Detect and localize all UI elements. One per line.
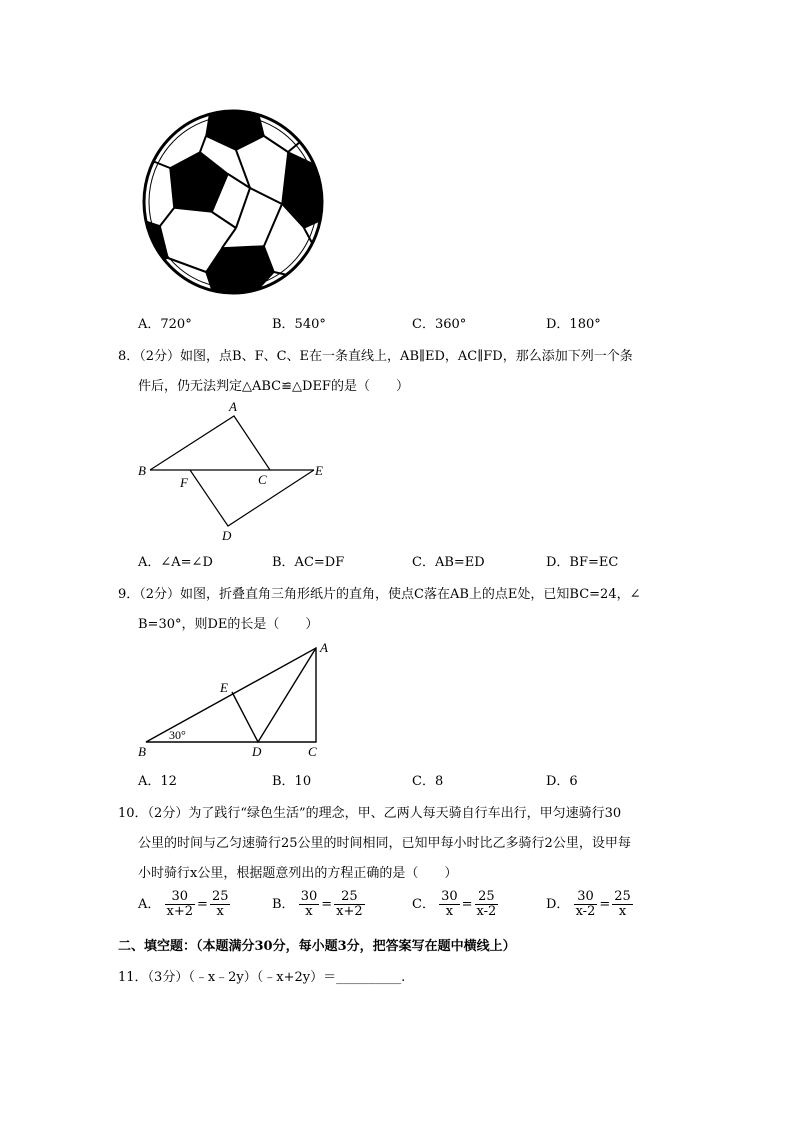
q8-label-a: A [229,399,237,414]
q8-option-c[interactable]: C．AB=ED [412,555,485,570]
q8-option-a[interactable]: A．∠A=∠D [138,555,213,570]
q9-triangle-figure [132,638,342,762]
q8-label-c: C [258,472,267,487]
q10-option-c-frac-left: $\frac{30}{x}$ [441,889,458,919]
q8-question-line2: 件后，仍无法判定△ABC≌△DEF的是（ ） [138,379,409,394]
q8-option-d[interactable]: D．BF=EC [546,555,619,570]
section-title-fill-in: 二、填空题：（本题满分30分，每小题3分，把答案写在题中横线上） [118,939,516,954]
q10-option-c-frac-right: $\frac{25}{x-2}$ [476,889,497,919]
q10-question-line3: 小时骑行x公里，根据题意列出的方程正确的是（ ） [138,866,458,881]
q10-option-b-frac-left: $\frac{30}{x}$ [300,889,318,919]
q10-option-b[interactable]: B． $\frac{30}{x}$ = $\frac{25}{x+2}$ [272,889,363,919]
q10-option-d[interactable]: D． $\frac{30}{x-2}$ = $\frac{25}{x}$ [546,889,631,919]
q9-option-b[interactable]: B．10 [272,774,312,789]
q10-question-line2: 公里的时间与乙匀速骑行25公里的时间相同，已知甲每小时比乙多骑行2公里，设甲每 [138,836,631,851]
q8-option-b[interactable]: B．AC=DF [272,555,345,570]
q10-option-b-letter: B． [272,897,295,912]
q7-option-b[interactable]: B．540° [272,317,326,332]
q8-label-e: E [315,463,323,478]
q7-option-a[interactable]: A．720° [138,317,192,332]
q10-option-b-frac-right: $\frac{25}{x+2}$ [336,889,363,919]
q10-option-d-letter: D． [546,897,570,912]
q8-question-line1: 8．（2分）如图，点B、F、C、E在一条直线上，AB∥ED，AC∥FD，那么添加下列一个条 [118,349,633,364]
q11-answer-blank[interactable]: __________ [336,970,402,985]
q8-label-d: D [222,528,232,543]
q10-option-c-letter: C． [412,897,435,912]
q9-question-line1: 9．（2分）如图，折叠直角三角形纸片的直角，使点C落在AB上的点E处，已知BC=24，∠ [118,587,641,602]
q9-label-b: B [138,744,146,759]
q10-option-d-frac-left: $\frac{30}{x-2}$ [575,889,596,919]
q9-option-c[interactable]: C．8 [412,774,444,789]
q9-label-a: A [320,640,328,655]
q11-end: . [401,970,406,985]
q9-label-d: D [252,744,262,759]
q10-option-a-frac-right: $\frac{25}{x}$ [211,889,229,919]
q7-option-c[interactable]: C．360° [412,317,467,332]
q9-label-e: E [220,680,228,695]
q10-option-a-letter: A． [138,897,161,912]
q7-option-d[interactable]: D．180° [546,317,601,332]
q9-label-c: C [308,744,317,759]
q9-angle-label: 30° [169,728,186,742]
q10-option-a[interactable]: A． $\frac{30}{x+2}$ = $\frac{25}{x}$ [138,889,229,919]
q10-question-line1: 10．（2分）为了践行“绿色生活”的理念，甲、乙两人每天骑自行车出行，甲匀速骑行30 [118,806,622,821]
q9-option-d[interactable]: D．6 [546,774,578,789]
soccer-ball-figure [140,108,330,296]
q11-text: 11．（3分）（﹣x﹣2y）（﹣x+2y）＝ [118,970,337,985]
q9-question-line2: B=30°，则DE的长是（ ） [138,617,319,632]
q8-triangle-figure [132,396,332,546]
q10-option-a-frac-left: $\frac{30}{x+2}$ [166,889,194,919]
q9-option-a[interactable]: A．12 [138,774,177,789]
q10-option-c[interactable]: C． $\frac{30}{x}$ = $\frac{25}{x-2}$ [412,889,497,919]
q8-label-b: B [138,463,146,478]
q8-label-f: F [180,475,188,490]
q11-question [118,966,405,985]
q10-option-d-frac-right: $\frac{25}{x}$ [614,889,631,919]
